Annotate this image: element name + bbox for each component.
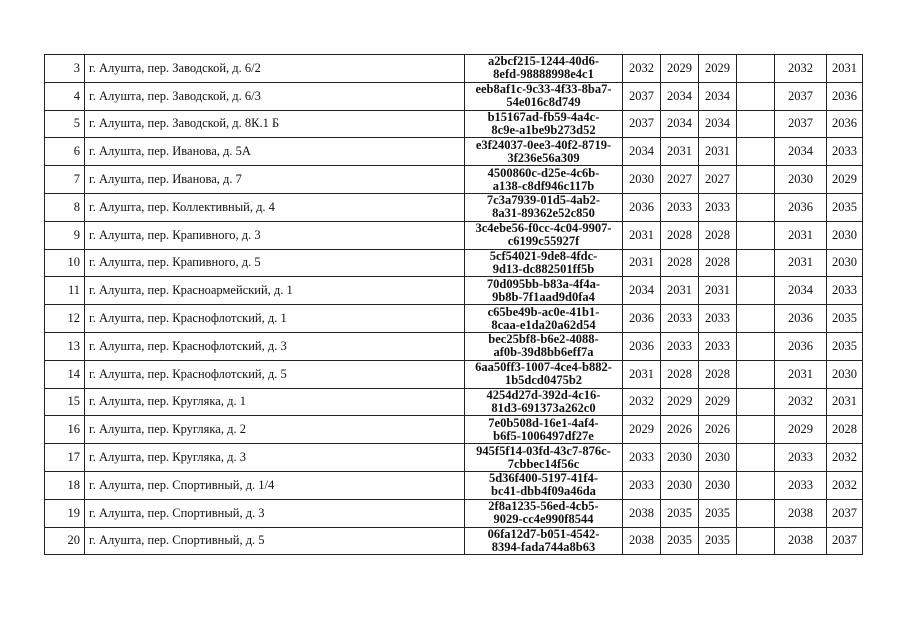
address-cell: г. Алушта, пер. Спортивный, д. 5 <box>85 527 465 555</box>
year-cell-2: 2028 <box>661 249 699 277</box>
guid-cell <box>465 166 623 194</box>
guid-cell <box>465 193 623 221</box>
year-cell-2: 2034 <box>661 110 699 138</box>
year-cell-3: 2029 <box>699 55 737 83</box>
year-cell-2: 2028 <box>661 221 699 249</box>
year-cell-1: 2037 <box>623 110 661 138</box>
year-cell-6: 2032 <box>827 444 863 472</box>
year-cell-4 <box>737 82 775 110</box>
row-number-cell: 15 <box>45 388 85 416</box>
year-cell-5: 2029 <box>775 416 827 444</box>
table-row <box>45 416 863 444</box>
year-cell-3: 2033 <box>699 332 737 360</box>
guid-line-1: 5d36f400-5197-41f4- <box>488 471 598 486</box>
guid-line-2: 7cbbec14f56c <box>507 456 580 471</box>
table-row <box>45 138 863 166</box>
year-cell-3: 2035 <box>699 499 737 527</box>
guid-line-1: 70d095bb-b83a-4f4a- <box>486 276 601 291</box>
guid-line-2: 9d13-dc882501ff5b <box>492 261 595 276</box>
year-cell-3: 2026 <box>699 416 737 444</box>
year-cell-4 <box>737 249 775 277</box>
year-cell-5: 2031 <box>775 249 827 277</box>
row-number-cell: 16 <box>45 416 85 444</box>
year-cell-4 <box>737 277 775 305</box>
year-cell-2: 2033 <box>661 332 699 360</box>
guid-cell <box>465 388 623 416</box>
year-cell-5: 2032 <box>775 388 827 416</box>
year-cell-6: 2035 <box>827 193 863 221</box>
guid-line-1: 4254d27d-392d-4c16- <box>486 388 601 402</box>
row-number-cell: 18 <box>45 471 85 499</box>
year-cell-6: 2036 <box>827 110 863 138</box>
year-cell-5: 2036 <box>775 305 827 333</box>
year-cell-6: 2033 <box>827 277 863 305</box>
year-cell-5: 2037 <box>775 82 827 110</box>
year-cell-6: 2035 <box>827 305 863 333</box>
table-row <box>45 221 863 249</box>
guid-cell <box>465 332 623 360</box>
year-cell-1: 2034 <box>623 277 661 305</box>
year-cell-4 <box>737 471 775 499</box>
table-row <box>45 249 863 277</box>
guid-cell <box>465 360 623 388</box>
table-row <box>45 55 863 83</box>
year-cell-1: 2033 <box>623 444 661 472</box>
year-cell-1: 2038 <box>623 527 661 555</box>
guid-cell <box>465 527 623 555</box>
guid-line-2: 81d3-691373a262c0 <box>491 400 596 415</box>
row-number-cell: 9 <box>45 221 85 249</box>
year-cell-6: 2031 <box>827 55 863 83</box>
guid-cell <box>465 416 623 444</box>
year-cell-1: 2030 <box>623 166 661 194</box>
address-cell: г. Алушта, пер. Краснофлотский, д. 1 <box>85 305 465 333</box>
table-row <box>45 499 863 527</box>
guid-cell <box>465 138 623 166</box>
year-cell-2: 2030 <box>661 471 699 499</box>
year-cell-3: 2034 <box>699 110 737 138</box>
guid-line-1: e3f24037-0ee3-40f2-8719- <box>475 137 612 152</box>
year-cell-3: 2028 <box>699 360 737 388</box>
guid-line-2: 8394-fada744a8b63 <box>491 539 596 554</box>
address-cell: г. Алушта, пер. Иванова, д. 7 <box>85 166 465 194</box>
year-cell-4 <box>737 416 775 444</box>
year-cell-4 <box>737 55 775 83</box>
row-number-cell: 11 <box>45 277 85 305</box>
year-cell-2: 2033 <box>661 193 699 221</box>
year-cell-2: 2030 <box>661 444 699 472</box>
row-number-cell: 4 <box>45 82 85 110</box>
row-number-cell: 17 <box>45 444 85 472</box>
year-cell-4 <box>737 221 775 249</box>
year-cell-6: 2030 <box>827 221 863 249</box>
year-cell-4 <box>737 332 775 360</box>
table-row <box>45 360 863 388</box>
table-row <box>45 305 863 333</box>
guid-line-2: 8caa-e1da20a62d54 <box>491 317 596 332</box>
address-cell: г. Алушта, пер. Крапивного, д. 5 <box>85 249 465 277</box>
guid-line-1: b15167ad-fb59-4a4c- <box>487 110 600 124</box>
year-cell-6: 2033 <box>827 138 863 166</box>
year-cell-2: 2034 <box>661 82 699 110</box>
year-cell-1: 2034 <box>623 138 661 166</box>
year-cell-5: 2038 <box>775 499 827 527</box>
year-cell-6: 2028 <box>827 416 863 444</box>
year-cell-5: 2030 <box>775 166 827 194</box>
year-cell-2: 2035 <box>661 499 699 527</box>
year-cell-1: 2036 <box>623 332 661 360</box>
year-cell-2: 2035 <box>661 527 699 555</box>
year-cell-6: 2030 <box>827 360 863 388</box>
address-cell: г. Алушта, пер. Кругляка, д. 2 <box>85 416 465 444</box>
row-number-cell: 10 <box>45 249 85 277</box>
guid-line-1: 3c4ebe56-f0cc-4c04-9907- <box>475 221 612 236</box>
table-row <box>45 444 863 472</box>
guid-cell <box>465 221 623 249</box>
year-cell-4 <box>737 166 775 194</box>
address-cell: г. Алушта, пер. Коллективный, д. 4 <box>85 193 465 221</box>
table-row <box>45 277 863 305</box>
table-row <box>45 110 863 138</box>
year-cell-3: 2035 <box>699 527 737 555</box>
table-row <box>45 332 863 360</box>
address-cell: г. Алушта, пер. Краснофлотский, д. 3 <box>85 332 465 360</box>
guid-cell <box>465 249 623 277</box>
year-cell-6: 2036 <box>827 82 863 110</box>
year-cell-1: 2036 <box>623 193 661 221</box>
guid-line-1: 5cf54021-9de8-4fdc- <box>489 249 598 263</box>
row-number-cell: 19 <box>45 499 85 527</box>
year-cell-6: 2037 <box>827 527 863 555</box>
guid-line-2: bc41-dbb4f09a46da <box>491 484 596 499</box>
year-cell-1: 2037 <box>623 82 661 110</box>
guid-line-1: 4500860c-d25e-4c6b- <box>487 165 600 180</box>
guid-line-2: 9029-cc4e990f8544 <box>493 512 594 527</box>
year-cell-3: 2029 <box>699 388 737 416</box>
row-number-cell: 5 <box>45 110 85 138</box>
year-cell-3: 2033 <box>699 305 737 333</box>
address-cell: г. Алушта, пер. Заводской, д. 6/3 <box>85 82 465 110</box>
address-cell: г. Алушта, пер. Спортивный, д. 3 <box>85 499 465 527</box>
address-cell: г. Алушта, пер. Заводской, д. 8К.1 Б <box>85 110 465 138</box>
year-cell-4 <box>737 110 775 138</box>
year-cell-4 <box>737 388 775 416</box>
address-cell: г. Алушта, пер. Кругляка, д. 3 <box>85 444 465 472</box>
year-cell-1: 2029 <box>623 416 661 444</box>
year-cell-3: 2028 <box>699 249 737 277</box>
year-cell-1: 2032 <box>623 55 661 83</box>
guid-line-2: 3f236e56a309 <box>507 150 580 165</box>
year-cell-1: 2033 <box>623 471 661 499</box>
guid-line-1: 06fa12d7-b051-4542- <box>487 527 600 541</box>
table-body <box>45 55 863 555</box>
year-cell-1: 2036 <box>623 305 661 333</box>
row-number-cell: 6 <box>45 138 85 166</box>
address-cell: г. Алушта, пер. Кругляка, д. 1 <box>85 388 465 416</box>
year-cell-2: 2031 <box>661 138 699 166</box>
table-row <box>45 388 863 416</box>
year-cell-2: 2031 <box>661 277 699 305</box>
year-cell-4 <box>737 499 775 527</box>
year-cell-1: 2031 <box>623 249 661 277</box>
guid-line-2: b6f5-1006497df27e <box>493 428 594 443</box>
guid-cell <box>465 110 623 138</box>
year-cell-2: 2026 <box>661 416 699 444</box>
guid-line-2: af0b-39d8bb6eff7a <box>493 345 594 360</box>
year-cell-5: 2038 <box>775 527 827 555</box>
year-cell-1: 2032 <box>623 388 661 416</box>
address-cell: г. Алушта, пер. Спортивный, д. 1/4 <box>85 471 465 499</box>
guid-cell <box>465 499 623 527</box>
housing-registry-table <box>44 54 863 555</box>
year-cell-2: 2028 <box>661 360 699 388</box>
year-cell-4 <box>737 444 775 472</box>
table-row <box>45 471 863 499</box>
year-cell-5: 2036 <box>775 332 827 360</box>
guid-line-1: eeb8af1c-9c33-4f33-8ba7- <box>475 82 612 97</box>
guid-line-1: a2bcf215-1244-40d6- <box>487 54 600 69</box>
guid-line-1: 6aa50ff3-1007-4ce4-b882- <box>475 360 612 375</box>
year-cell-1: 2031 <box>623 221 661 249</box>
year-cell-3: 2031 <box>699 277 737 305</box>
guid-cell <box>465 471 623 499</box>
row-number-cell: 14 <box>45 360 85 388</box>
year-cell-4 <box>737 527 775 555</box>
year-cell-4 <box>737 360 775 388</box>
year-cell-4 <box>737 138 775 166</box>
year-cell-5: 2032 <box>775 55 827 83</box>
guid-cell <box>465 82 623 110</box>
year-cell-4 <box>737 193 775 221</box>
guid-line-2: a138-c8df946c117b <box>492 178 595 193</box>
row-number-cell: 13 <box>45 332 85 360</box>
guid-line-1: bec25bf8-b6e2-4088- <box>488 332 599 347</box>
year-cell-5: 2033 <box>775 444 827 472</box>
year-cell-3: 2028 <box>699 221 737 249</box>
year-cell-1: 2038 <box>623 499 661 527</box>
year-cell-5: 2036 <box>775 193 827 221</box>
year-cell-5: 2031 <box>775 221 827 249</box>
address-cell: г. Алушта, пер. Крапивного, д. 3 <box>85 221 465 249</box>
year-cell-5: 2033 <box>775 471 827 499</box>
year-cell-4 <box>737 305 775 333</box>
address-cell: г. Алушта, пер. Заводской, д. 6/2 <box>85 55 465 83</box>
row-number-cell: 20 <box>45 527 85 555</box>
table-row <box>45 193 863 221</box>
guid-cell <box>465 55 623 83</box>
year-cell-5: 2037 <box>775 110 827 138</box>
year-cell-2: 2033 <box>661 305 699 333</box>
guid-line-1: 2f8a1235-56ed-4cb5- <box>488 499 599 514</box>
guid-line-1: 7c3a7939-01d5-4ab2- <box>486 193 601 208</box>
address-cell: г. Алушта, пер. Красноармейский, д. 1 <box>85 277 465 305</box>
row-number-cell: 12 <box>45 305 85 333</box>
year-cell-3: 2031 <box>699 138 737 166</box>
year-cell-6: 2030 <box>827 249 863 277</box>
year-cell-3: 2030 <box>699 444 737 472</box>
year-cell-2: 2027 <box>661 166 699 194</box>
guid-line-1: c65be49b-ac0e-41b1- <box>487 304 600 319</box>
year-cell-1: 2031 <box>623 360 661 388</box>
address-cell: г. Алушта, пер. Иванова, д. 5А <box>85 138 465 166</box>
year-cell-5: 2034 <box>775 138 827 166</box>
guid-line-1: 945f5f14-03fd-43c7-876c- <box>476 443 611 458</box>
guid-line-1: 7e0b508d-16e1-4af4- <box>488 415 599 430</box>
row-number-cell: 8 <box>45 193 85 221</box>
year-cell-3: 2030 <box>699 471 737 499</box>
guid-cell <box>465 444 623 472</box>
guid-line-2: 8a31-89362e52c850 <box>492 206 595 221</box>
year-cell-6: 2031 <box>827 388 863 416</box>
row-number-cell: 7 <box>45 166 85 194</box>
table-row <box>45 82 863 110</box>
guid-line-2: 8efd-98888998e4c1 <box>493 67 594 82</box>
year-cell-2: 2029 <box>661 388 699 416</box>
year-cell-6: 2032 <box>827 471 863 499</box>
year-cell-2: 2029 <box>661 55 699 83</box>
guid-line-2: c6199c55927f <box>507 234 580 249</box>
year-cell-3: 2034 <box>699 82 737 110</box>
guid-line-2: 1b5dcd0475b2 <box>504 373 583 388</box>
year-cell-6: 2037 <box>827 499 863 527</box>
guid-line-2: 8c9e-a1be9b273d52 <box>491 122 596 137</box>
year-cell-6: 2029 <box>827 166 863 194</box>
row-number-cell: 3 <box>45 55 85 83</box>
address-cell: г. Алушта, пер. Краснофлотский, д. 5 <box>85 360 465 388</box>
year-cell-3: 2027 <box>699 166 737 194</box>
guid-cell <box>465 277 623 305</box>
year-cell-3: 2033 <box>699 193 737 221</box>
table-row <box>45 166 863 194</box>
year-cell-5: 2034 <box>775 277 827 305</box>
table-row <box>45 527 863 555</box>
year-cell-6: 2035 <box>827 332 863 360</box>
guid-cell <box>465 305 623 333</box>
year-cell-5: 2031 <box>775 360 827 388</box>
guid-line-2: 54e016c8d749 <box>506 95 581 110</box>
guid-line-2: 9b8b-7f1aad9d0fa4 <box>492 289 595 304</box>
